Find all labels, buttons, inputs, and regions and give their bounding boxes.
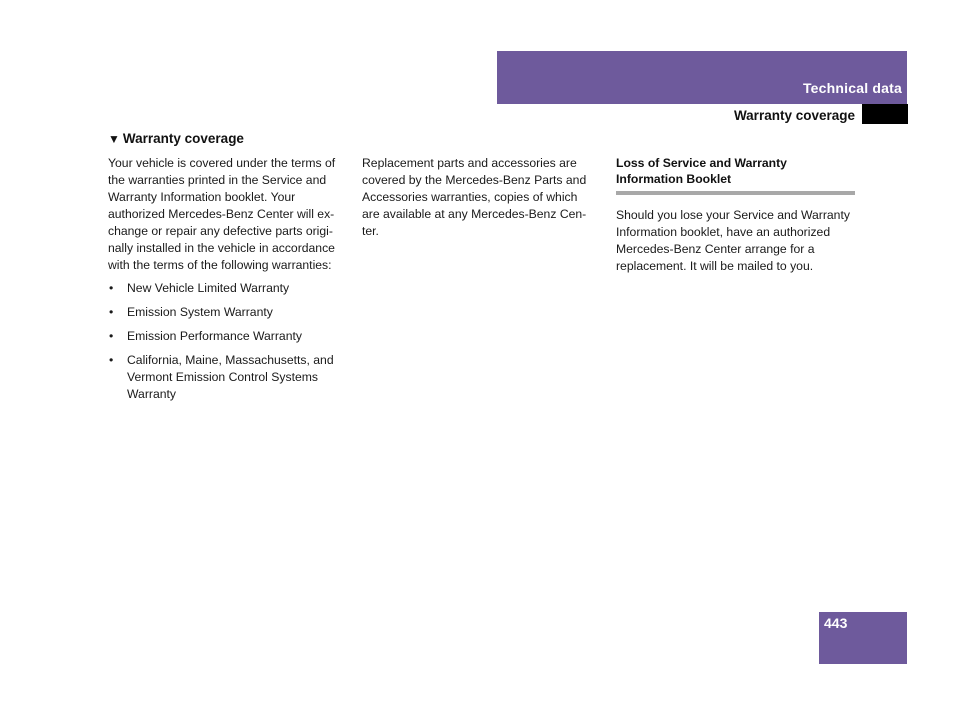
text-line: replacement. It will be mailed to you. [616,259,814,273]
text-line: ter. [362,224,379,238]
list-item [108,280,348,297]
list-item-text: Emission System Warranty [127,305,273,319]
text-line: Should you lose your Service and Warranty [616,208,850,222]
text-line: Accessories warranties, copies of which [362,190,578,204]
parts-warranty-paragraph [362,155,598,240]
column-left [108,155,348,410]
text-line: covered by the Mercedes-Benz Parts and [362,173,587,187]
text-line: Replacement parts and accessories are [362,156,577,170]
list-item-text: Warranty [127,387,176,401]
page-number: 443 [824,615,848,631]
list-item [108,352,348,403]
bullet-icon: • [109,305,114,319]
text-line: Your vehicle is covered under the terms of [108,156,336,170]
text-line: Warranty Information booklet. Your [108,190,296,204]
list-item-text: Emission Performance Warranty [127,329,302,343]
page-heading [108,131,244,146]
text-line: the warranties printed in the Service and [108,173,327,187]
loss-booklet-paragraph [616,207,856,275]
list-item [108,304,348,321]
text-line: Mercedes-Benz Center arrange for a [616,242,815,256]
list-item [108,328,348,345]
text-line: nally installed in the vehicle in accordance [108,241,335,255]
bullet-icon: • [109,281,114,295]
triangle-down-icon: ▼ [108,132,120,146]
column-right [616,155,856,275]
text-line: Information booklet, have an authorized [616,225,831,239]
warranty-list [108,280,348,403]
bullet-icon: • [109,353,114,367]
list-item-text: Vermont Emission Control Systems [127,370,319,384]
text-line: Loss of Service and Warranty [616,156,787,170]
list-item-text: New Vehicle Limited Warranty [127,281,290,295]
bullet-icon: • [109,329,114,343]
text-line: with the terms of the following warranties: [108,258,332,272]
section-title: Warranty coverage [733,108,855,123]
chapter-tab-marker [862,104,908,124]
chapter-title: Technical data [802,80,902,96]
chapter-header-band [497,51,907,104]
warranty-intro-paragraph [108,155,348,274]
text-line: change or repair any defective parts origi- [108,224,333,238]
text-line: Information Booklet [616,172,732,186]
list-item-text: California, Maine, Massachusetts, and [127,353,334,367]
text-line: authorized Mercedes-Benz Center will ex- [108,207,335,221]
column-middle [362,155,598,240]
page-heading-text: Warranty coverage [122,131,244,146]
text-line: are available at any Mercedes-Benz Cen- [362,207,587,221]
loss-booklet-heading [616,155,855,195]
